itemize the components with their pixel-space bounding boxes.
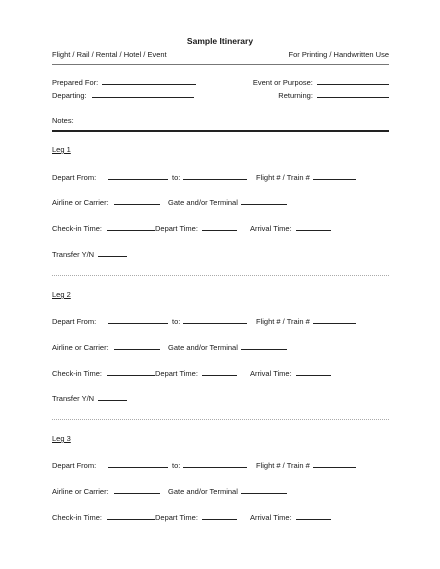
leg-depart-from — [52, 317, 168, 326]
depart-from-blank[interactable] — [108, 317, 168, 324]
transfer-label: Transfer Y/N — [52, 250, 95, 259]
leg-title: Leg 3 — [52, 434, 71, 443]
arrival-blank[interactable] — [296, 369, 331, 376]
leg-checkin — [52, 369, 155, 378]
flight-label: Flight # / Train # — [256, 317, 310, 326]
leg-airline — [52, 198, 160, 207]
leg-divider — [52, 419, 389, 420]
transfer-blank[interactable] — [98, 394, 127, 401]
airline-label: Airline or Carrier: — [52, 198, 109, 207]
airline-blank[interactable] — [114, 198, 160, 205]
depart-time-blank[interactable] — [202, 513, 237, 520]
leg-gate — [168, 343, 287, 352]
leg-transfer — [52, 250, 127, 259]
transfer-label: Transfer Y/N — [52, 394, 95, 403]
to-label: to: — [172, 317, 181, 326]
notes-label: Notes: — [52, 116, 74, 125]
leg-flight — [256, 317, 356, 326]
depart-from-label: Depart From: — [52, 317, 97, 326]
gate-blank[interactable] — [241, 198, 287, 205]
transfer-blank[interactable] — [98, 250, 127, 257]
departing-row — [52, 91, 194, 100]
departing-label: Departing: — [52, 91, 87, 100]
gate-label: Gate and/or Terminal — [168, 487, 238, 496]
depart-time-blank[interactable] — [202, 369, 237, 376]
event-purpose-label: Event or Purpose: — [252, 78, 313, 87]
arrival-label: Arrival Time: — [250, 369, 292, 378]
arrival-blank[interactable] — [296, 513, 331, 520]
leg-depart-time — [155, 224, 237, 233]
event-purpose-row — [253, 78, 389, 87]
checkin-blank[interactable] — [107, 369, 155, 376]
prepared-for-row — [52, 78, 196, 87]
event-purpose-blank[interactable] — [317, 78, 389, 85]
prepared-for-label: Prepared For: — [52, 78, 99, 87]
gate-blank[interactable] — [241, 487, 287, 494]
airline-blank[interactable] — [114, 343, 160, 350]
leg-to — [172, 317, 247, 326]
leg-transfer — [52, 394, 127, 403]
checkin-label: Check-in Time: — [52, 513, 103, 522]
returning-blank[interactable] — [317, 91, 389, 98]
checkin-blank[interactable] — [107, 224, 155, 231]
flight-blank[interactable] — [313, 173, 356, 180]
depart-from-label: Depart From: — [52, 173, 97, 182]
flight-label: Flight # / Train # — [256, 461, 310, 470]
gate-label: Gate and/or Terminal — [168, 343, 238, 352]
right-subtitle: For Printing / Handwritten Use — [288, 50, 389, 59]
departing-blank[interactable] — [92, 91, 194, 98]
to-label: to: — [172, 461, 181, 470]
depart-from-blank[interactable] — [108, 461, 168, 468]
leg-checkin — [52, 513, 155, 522]
depart-from-label: Depart From: — [52, 461, 97, 470]
depart-time-label: Depart Time: — [155, 224, 198, 233]
depart-time-label: Depart Time: — [155, 513, 198, 522]
notes-divider — [52, 130, 389, 132]
to-blank[interactable] — [183, 461, 247, 468]
depart-time-label: Depart Time: — [155, 369, 198, 378]
returning-row — [278, 91, 389, 100]
leg-arrival — [250, 224, 331, 233]
leg-title: Leg 2 — [52, 290, 71, 299]
airline-label: Airline or Carrier: — [52, 487, 109, 496]
to-label: to: — [172, 173, 181, 182]
leg-airline — [52, 343, 160, 352]
gate-blank[interactable] — [241, 343, 287, 350]
prepared-for-blank[interactable] — [102, 78, 196, 85]
airline-blank[interactable] — [114, 487, 160, 494]
checkin-blank[interactable] — [107, 513, 155, 520]
leg-to — [172, 173, 247, 182]
checkin-label: Check-in Time: — [52, 369, 103, 378]
leg-flight — [256, 461, 356, 470]
gate-label: Gate and/or Terminal — [168, 198, 238, 207]
leg-title: Leg 1 — [52, 145, 71, 154]
arrival-label: Arrival Time: — [250, 224, 292, 233]
leg-depart-from — [52, 173, 168, 182]
flight-blank[interactable] — [313, 461, 356, 468]
leg-arrival — [250, 513, 331, 522]
left-subtitle: Flight / Rail / Rental / Hotel / Event — [52, 50, 167, 59]
leg-airline — [52, 487, 160, 496]
checkin-label: Check-in Time: — [52, 224, 103, 233]
airline-label: Airline or Carrier: — [52, 343, 109, 352]
leg-flight — [256, 173, 356, 182]
depart-time-blank[interactable] — [202, 224, 237, 231]
to-blank[interactable] — [183, 173, 247, 180]
depart-from-blank[interactable] — [108, 173, 168, 180]
leg-depart-time — [155, 369, 237, 378]
leg-divider — [52, 275, 389, 276]
flight-blank[interactable] — [313, 317, 356, 324]
leg-depart-time — [155, 513, 237, 522]
arrival-label: Arrival Time: — [250, 513, 292, 522]
leg-gate — [168, 487, 287, 496]
header-divider — [52, 64, 389, 65]
flight-label: Flight # / Train # — [256, 173, 310, 182]
to-blank[interactable] — [183, 317, 247, 324]
returning-label: Returning: — [278, 91, 313, 100]
leg-to — [172, 461, 247, 470]
arrival-blank[interactable] — [296, 224, 331, 231]
leg-gate — [168, 198, 287, 207]
page-title: Sample Itinerary — [186, 36, 254, 46]
leg-depart-from — [52, 461, 168, 470]
leg-checkin — [52, 224, 155, 233]
leg-arrival — [250, 369, 331, 378]
